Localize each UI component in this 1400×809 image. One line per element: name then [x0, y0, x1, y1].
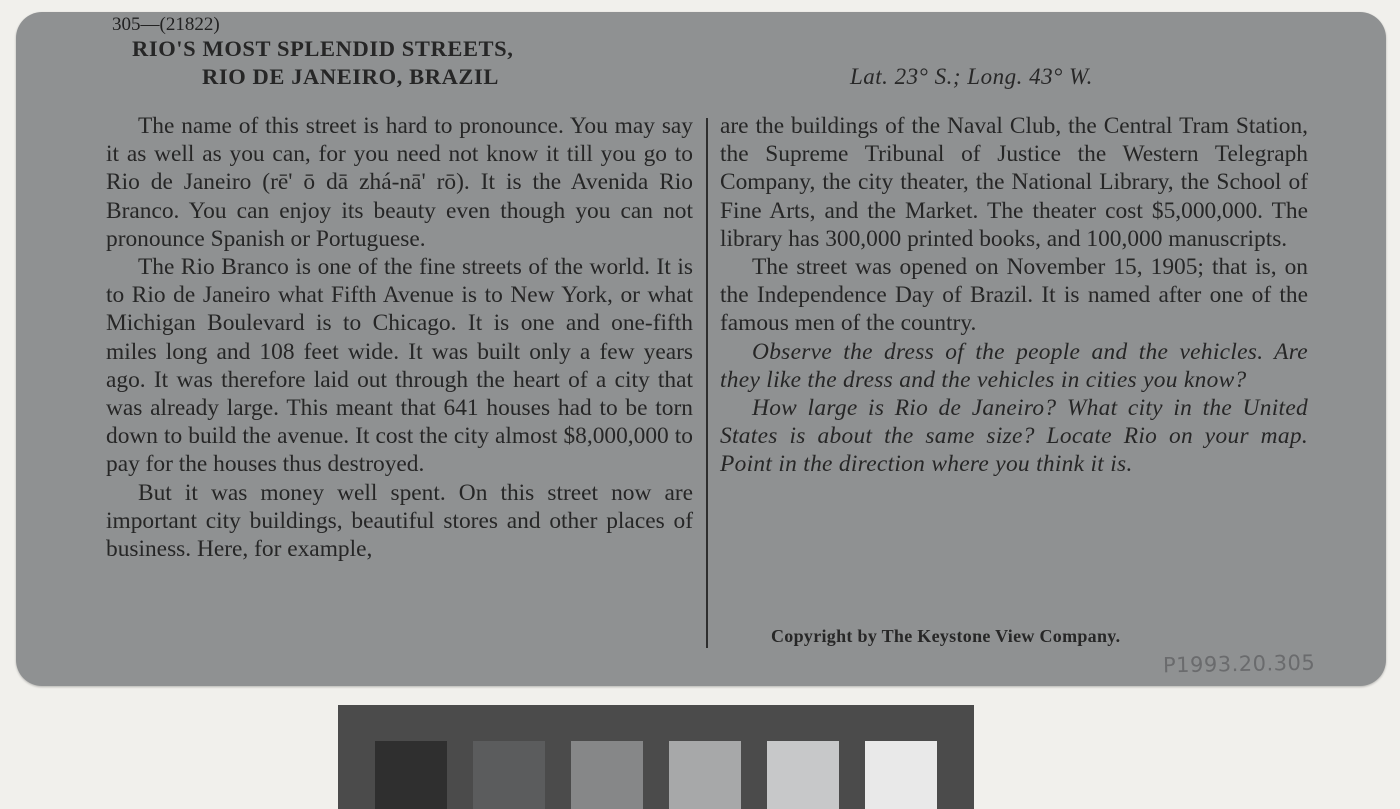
gray-patch	[571, 741, 643, 809]
paragraph: But it was money well spent. On this street now are important city buildings, beautiful stores and other places of business. Here, for example,	[106, 479, 693, 563]
accession-number: P1993.20.305	[1162, 650, 1316, 678]
paragraph: The name of this street is hard to pronounce. You may say it as well as you can, for you need not know it till you go to Rio de Janeiro (rē' ō dā zhá-nā' rō). It is the Avenida Rio Branco. You can enjoy its beauty even though you can not pronounce Spanish or Portuguese.	[106, 113, 693, 252]
title-line-2: RIO DE JANEIRO, BRAZIL	[202, 64, 499, 89]
lat-long: Lat. 23° S.; Long. 43° W.	[850, 64, 1093, 89]
gray-patch	[865, 741, 937, 809]
gray-patch	[669, 741, 741, 809]
question-paragraph: Observe the dress of the people and the vehicles. Are they like the dress and the vehicles in cities you know?	[720, 338, 1308, 393]
gray-patch	[767, 741, 839, 809]
question-paragraph: How large is Rio de Janeiro? What city in the United States is about the same size? Locate Rio on your map. Point in the direction where you think it is.	[720, 395, 1308, 478]
paragraph: The Rio Branco is one of the fine streets of the world. It is to Rio de Janeiro what Fifth Avenue is to New York, or what Michigan Boulevard is to Chicago. It is one and one-fifth miles long and 108 feet wide. It was built only a few years ago. It was therefore laid out through the heart of a city that was already large. This meant that 641 houses had to be torn down to build the avenue. It cost the city almost $8,000,000 to pay for the houses thus destroyed.	[106, 254, 693, 478]
gray-scale-target	[338, 705, 974, 809]
catalog-number: 305—(21822)	[112, 14, 220, 35]
gray-patch	[473, 741, 545, 809]
gray-patch	[375, 741, 447, 809]
copyright-line: Copyright by The Keystone View Company.	[771, 626, 1121, 646]
title-line-1: RIO'S MOST SPLENDID STREETS,	[132, 36, 514, 61]
right-text-column	[720, 112, 1308, 479]
paragraph: are the buildings of the Naval Club, the Central Tram Station, the Supreme Tribunal of Justice the Western Telegraph Company, the city theater, the National Library, the School of Fine Arts, and the Market. The theater cost $5,000,000. The library has 300,000 printed books, and 100,000 manuscripts.	[720, 113, 1308, 252]
column-divider	[706, 118, 708, 648]
left-text-column	[106, 112, 693, 563]
paragraph: The street was opened on November 15, 1905; that is, on the Independence Day of Brazil. It is named after one of the famous men of the country.	[720, 254, 1308, 337]
